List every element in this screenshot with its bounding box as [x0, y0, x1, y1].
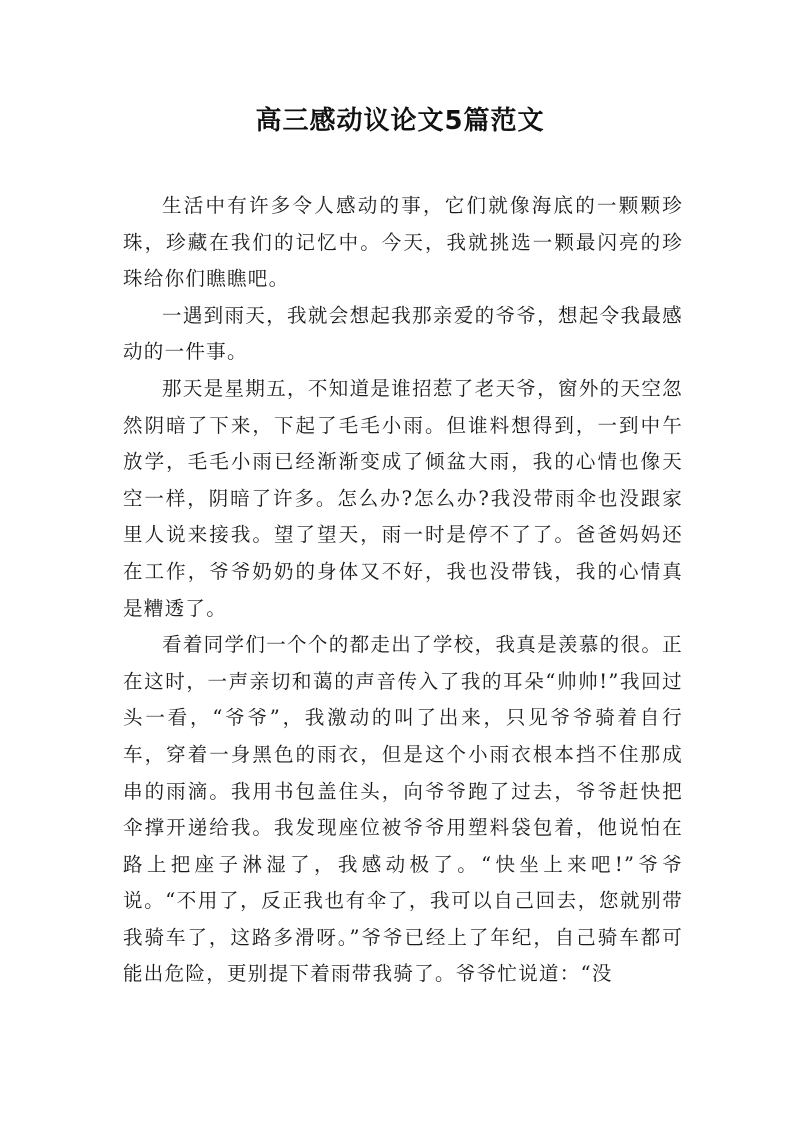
- paragraph-1: 生活中有许多令人感动的事，它们就像海底的一颗颗珍珠，珍藏在我们的记忆中。今天，我就挑选一颗最闪亮的珍珠给你们瞧瞧吧。: [123, 194, 683, 291]
- document-title: 高三感动议论文5篇范文: [255, 106, 545, 136]
- paragraph-3: 那天是星期五，不知道是谁招惹了老天爷，窗外的天空忽然阴暗了下来，下起了毛毛小雨。但谁料想得到，一到中午放学，毛毛小雨已经渐渐变成了倾盆大雨，我的心情也像天空一样，阴暗了许多。怎么办?怎么办?我没带雨伞也没跟家里人说来接我。望了望天，雨一时是停不了了。爸爸妈妈还在工作，爷爷奶奶的身体又不好，我也没带钱，我的心情真是糟透了。: [123, 376, 683, 620]
- document-body: [123, 188, 683, 993]
- paragraph-2: 一遇到雨天，我就会想起我那亲爱的爷爷，想起令我最感动的一件事。: [123, 303, 683, 364]
- paragraph-4: 看着同学们一个个的都走出了学校，我真是羡慕的很。正在这时，一声亲切和蔼的声音传入了我的耳朵“帅帅!”我回过头一看，“爷爷”，我激动的叫了出来，只见爷爷骑着自行车，穿着一身黑色的雨衣，但是这个小雨衣根本挡不住那成串的雨滴。我用书包盖住头，向爷爷跑了过去，爷爷赶快把伞撑开递给我。我发现座位被爷爷用塑料袋包着，他说怕在路上把座子淋湿了，我感动极了。“快坐上来吧!”爷爷说。“不用了，反正我也有伞了，我可以自己回去，您就别带我骑车了，这路多滑呀。”爷爷已经上了年纪，自己骑车都可能出危险，更别提下着雨带我骑了。爷爷忙说道：“没: [123, 633, 683, 986]
